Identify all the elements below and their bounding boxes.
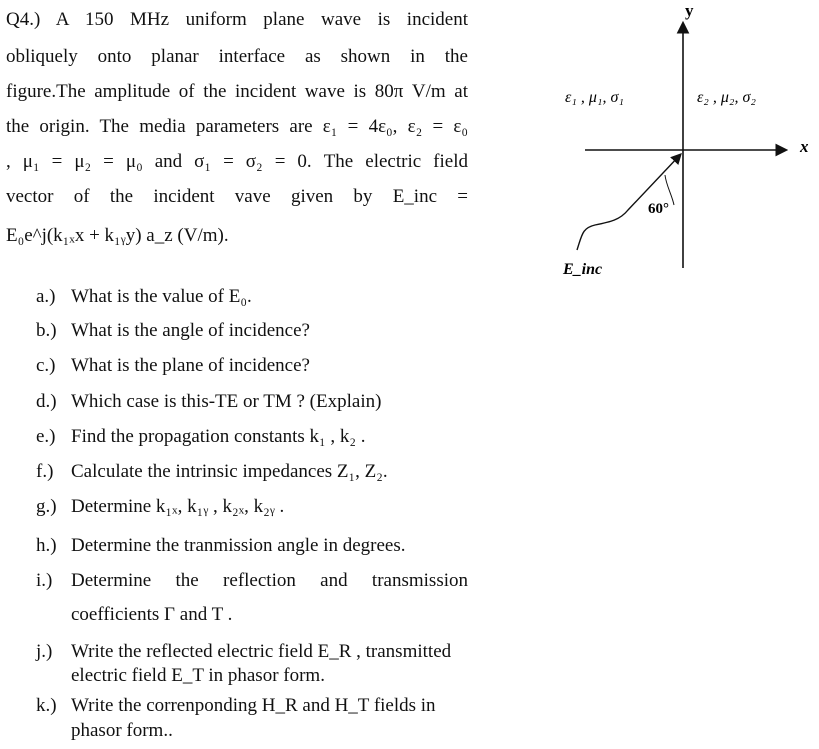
question-text: Find the propagation constants k₁ , k₂ . — [71, 426, 366, 447]
incident-field-label: E_inc — [563, 261, 603, 278]
question-text: What is the angle of incidence? — [71, 320, 310, 341]
intro-line: E₀e^j(k₁ₓx + k₁ᵧy) a_z (V/m). — [6, 225, 229, 246]
question-label: f.) — [36, 461, 54, 482]
medium2-label: ε₂ , μ₂, σ₂ — [697, 89, 756, 106]
question-text: Write the reflected electric field E_R , transmitted — [71, 641, 452, 662]
question-text: phasor form.. — [71, 720, 173, 741]
question-text: What is the value of E₀. — [71, 286, 252, 307]
intro-line: the origin. The media parameters are ε₁ = 4ε₀, ε₂ = ε₀ — [6, 116, 468, 137]
question-text: coefficients Γ and T . — [71, 604, 233, 625]
question-label: k.) — [36, 695, 57, 716]
question-label: h.) — [36, 535, 57, 556]
question-text: Determine k₁ₓ, k₁ᵧ , k₂ₓ, k₂ᵧ . — [71, 496, 285, 517]
angle-label: 60° — [648, 201, 669, 217]
y-axis-label: y — [685, 1, 694, 20]
intro-line: figure.The amplitude of the incident wave is 80π V/m at — [6, 81, 468, 102]
question-text: Calculate the intrinsic impedances Z₁, Z₂. — [71, 461, 388, 482]
question-label: e.) — [36, 426, 56, 447]
question-label: a.) — [36, 286, 56, 307]
question-text: Determine the tranmission angle in degrees. — [71, 535, 406, 556]
incidence-diagram — [520, 0, 819, 290]
question-label: b.) — [36, 320, 57, 341]
question-text: electric field E_T in phasor form. — [71, 665, 325, 686]
intro-line: vector of the incident vave given by E_inc = — [6, 186, 468, 207]
question-label: d.) — [36, 391, 57, 412]
intro-line: Q4.) A 150 MHz uniform plane wave is incident — [6, 9, 468, 30]
question-label: c.) — [36, 355, 56, 376]
question-text: What is the plane of incidence? — [71, 355, 310, 376]
question-label: i.) — [36, 570, 53, 591]
x-axis-label: x — [800, 137, 809, 156]
question-text: Write the correnponding H_R and H_T fields in — [71, 695, 436, 716]
question-label: g.) — [36, 496, 57, 517]
question-text: Determine the reflection and transmission — [71, 570, 468, 591]
question-label: j.) — [36, 641, 53, 662]
intro-line: obliquely onto planar interface as shown in the — [6, 46, 468, 67]
intro-line: , μ₁ = μ₂ = μ₀ and σ₁ = σ₂ = 0. The electric field — [6, 151, 468, 172]
question-text: Which case is this-TE or TM ? (Explain) — [71, 391, 382, 412]
medium1-label: ε₁ , μ₁, σ₁ — [565, 89, 624, 106]
